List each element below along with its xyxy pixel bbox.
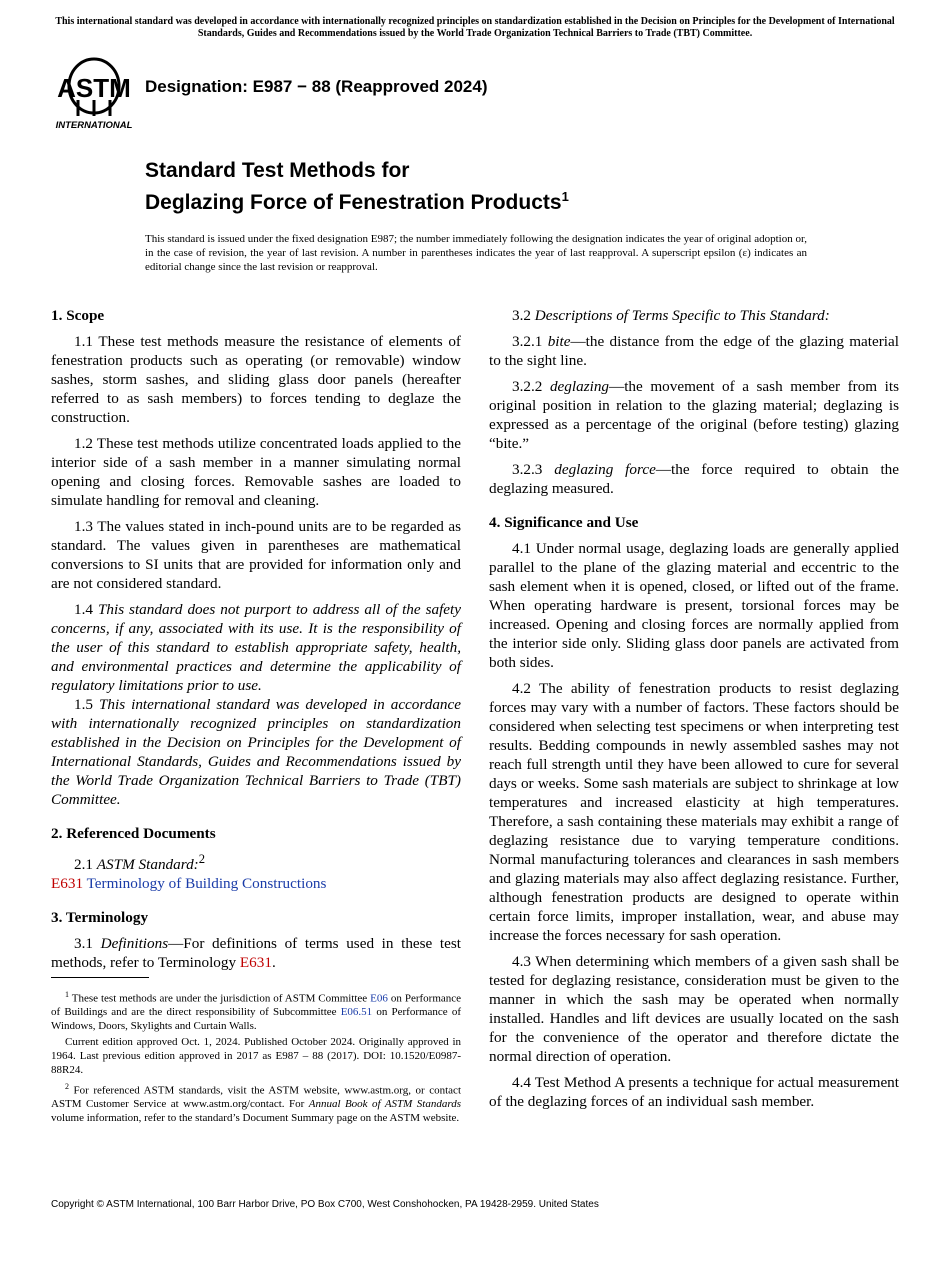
footnote-1: $^1$ These test methods are under the jurisdiction of ASTM Committee E06 on Performance of Buildings and are the direct responsibility of Subcommittee E06.51 on Performance of Windows, Doors, Skylights and Curtain Walls. (51, 990, 462, 1032)
e631-title-link[interactable]: Terminology of Building Constructions (86, 875, 327, 893)
footnote-rule (51, 977, 149, 978)
footnote-1-edition: Current edition approved Oct. 1, 2024. Published October 2024. Originally approved in 1964. Last previous edition approved in 2017 as E987 – 88 (2017). DOI: 10.1520/E0987-88R24. (51, 1036, 461, 1076)
para-1-1: 1.1 These test methods measure the resistance of elements of fenestration products such as operating (or removable) window sashes, storm sashes, and sliding glass door panels (hereafter referred to as sash members) to forces tending to deglaze the construction. (51, 333, 461, 426)
section-3-heading: 3. Terminology (51, 909, 149, 927)
footnotes (51, 988, 461, 1129)
right-column (489, 306, 899, 1118)
para-4-2: 4.2 The ability of fenestration products to resist deglazing forces may vary with a number of factors. These factors should be considered when selecting test specimens or when interpreting test results. Bedding compounds in newly assembled sashes may not reach full strength until they have been allowed to cure for several days or weeks. Some sash materials are subject to shrinkage at low temperatures and increased elasticity at high temperatures. Therefore, a sash containing these materials may exhibit a range of deglazing resistance due to varying temperature conditions. Normal manufacturing tolerances and clearances in sash members and glazing materials may also affect deglazing resistance. Further, although fenestration products are designed to operate within certain force limits, improper installation, wear, and abuse may increase the forces necessary for sash operation. (489, 680, 899, 944)
para-3-2-3: 3.2.3 deglazing force—the force required to obtain the deglazing measured. (489, 461, 900, 497)
issue-note: This standard is issued under the fixed designation E987; the number immediately following the designation indicates the year of original adoption or, in the case of revision, the year of last revision. A number in parentheses indicates the year of last reapproval. A superscript epsilon (ε) indicates an editorial change since the last revision or reapproval. (145, 233, 807, 273)
reference-e631[interactable] (51, 874, 461, 893)
svg-text:ASTM: ASTM (57, 73, 131, 103)
para-3-2: 3.2 Descriptions of Terms Specific to This Standard: (512, 307, 830, 324)
title-line-1: Standard Test Methods for (145, 159, 410, 182)
logo-text: INTERNATIONAL (55, 120, 133, 130)
title-line-2: Deglazing Force of Fenestration Products$^1$ (145, 189, 569, 214)
section-4-heading: 4. Significance and Use (489, 514, 639, 531)
designation: Designation: E987 − 88 (Reapproved 2024) (145, 77, 488, 96)
para-1-5: 1.5 This international standard was developed in accordance with internationally recognized principles on standardization established in the Decision on Principles for the Development of International Standards, Guides and Recommendations issued by the World Trade Organization Technical Barriers to Trade (TBT) Committee. (51, 696, 462, 808)
e631-link[interactable]: E631 (51, 875, 84, 893)
e631-ref-link[interactable]: E631 (239, 954, 272, 972)
astm-logo (54, 56, 134, 130)
para-2-1: 2.1 ASTM Standard:$^2$ (74, 852, 206, 874)
top-notice: This international standard was developed in accordance with internationally recognized principles on standardization established in the Decision on Principles for the Development of International Standards, Guides and Recommendations issued by the World Trade Organization Technical Barriers to Trade (TBT) Committee. (55, 16, 895, 39)
title-footnote-mark: 1 (561, 189, 569, 204)
left-column (51, 306, 461, 979)
e06-link[interactable]: E06 (370, 992, 388, 1005)
footnote-2: $^2$ For referenced ASTM standards, visit the ASTM website, www.astm.org, or contact ASTM Customer Service at www.astm.org/contact. For Annual Book of ASTM Standards volume information, refer to the standard’s Document Summary page on the ASTM website. (51, 1082, 462, 1125)
para-4-4: 4.4 Test Method A presents a technique for actual measurement of the deglazing forces of an individual sash member. (489, 1074, 899, 1110)
section-2-heading: 2. Referenced Documents (51, 825, 216, 842)
para-1-4: 1.4 This standard does not purport to address all of the safety concerns, if any, associated with its use. It is the responsibility of the user of this standard to establish appropriate safety, health, and environmental practices and determine the applicability of regulatory limitations prior to use. (51, 601, 462, 694)
para-4-3: 4.3 When determining which members of a given sash shall be tested for deglazing resistance, consideration must be given to the manner in which the sash may be operated when normally installed. Handles and lift devices are usually located on the sash for the convenience of the operator and therefore dictate the normal direction of operation. (489, 953, 899, 1065)
para-3-2-1: 3.2.1 bite—the distance from the edge of the glazing material to the sight line. (489, 333, 899, 369)
para-3-2-2: 3.2.2 deglazing—the movement of a sash member from its original position in relation to the glazing material; deglazing is expressed as a percentage of the original (before testing) glazing “bite.” (489, 378, 900, 452)
section-1-heading: 1. Scope (51, 307, 105, 324)
document-title (145, 158, 569, 216)
para-4-1: 4.1 Under normal usage, deglazing loads are generally applied parallel to the plane of the glazing material and eccentric to the sash element when it is opened, closed, or lifted out of the frame. When operating hardware is present, torsional forces may be increased. Opening and closing forces are normally applied from the interior side only. Sliding glass door panels are activated from both sides. (489, 540, 899, 671)
copyright: Copyright © ASTM International, 100 Barr Harbor Drive, PO Box C700, West Conshohocken, PA 19428-2959. United States (51, 1199, 599, 1210)
para-3-1: 3.1 Definitions—For definitions of terms used in these test methods, refer to Terminology E631. (51, 935, 462, 972)
e06-51-link[interactable]: E06.51 (340, 1006, 373, 1019)
para-1-3: 1.3 The values stated in inch-pound units are to be regarded as standard. The values given in parentheses are mathematical conversions to SI units that are provided for information only and are not considered standard. (51, 518, 461, 592)
para-1-2: 1.2 These test methods utilize concentrated loads applied to the interior side of a sash member in a manner simulating normal opening and closing forces. Removable sashes are loaded to simulate handling for removal and cleaning. (51, 435, 461, 509)
